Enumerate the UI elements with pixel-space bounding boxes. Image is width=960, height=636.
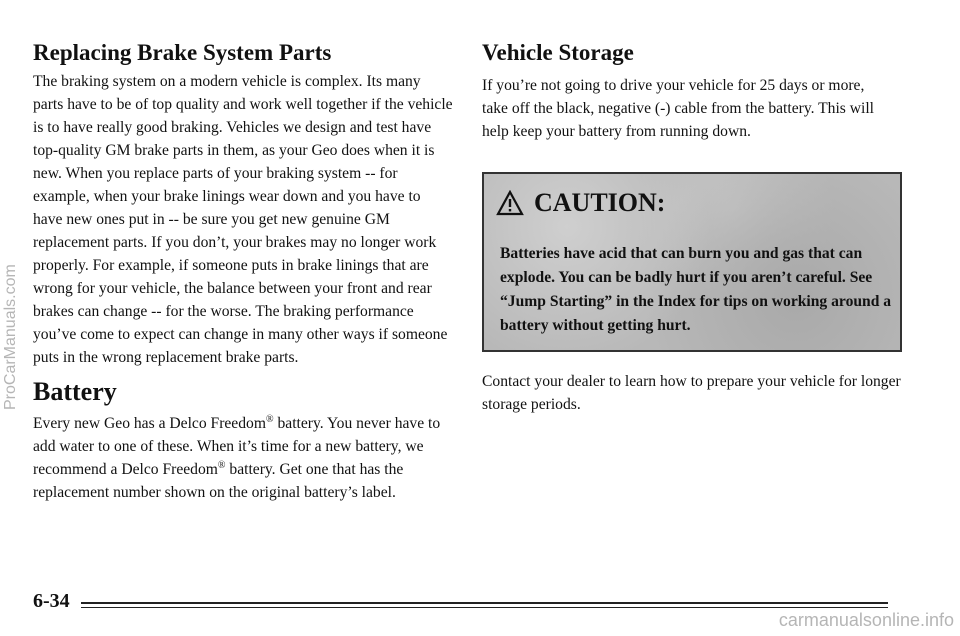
battery-heading: Battery	[33, 377, 117, 406]
battery-text-part-1: Every new Geo has a Delco Freedom	[33, 415, 266, 432]
footer-rule-thick	[81, 602, 888, 604]
battery-paragraph	[33, 412, 448, 504]
brake-parts-heading: Replacing Brake System Parts	[33, 40, 332, 65]
footer-rule-thin	[81, 607, 888, 608]
caution-text: Batteries have acid that can burn you and gas that can explode. You can be badly hurt if you aren’t careful. See “Jump Starting” in the Index for tips on working around a battery without getting hurt.	[500, 245, 892, 334]
registered-mark: ®	[265, 413, 274, 425]
vehicle-storage-paragraph: If you’re not going to drive your vehicle for 25 days or more, take off the black, negative (-) cable from the battery. This will help keep your battery from running down.	[482, 77, 875, 140]
bottom-watermark: carmanualsonline.info	[778, 610, 954, 630]
battery-text-part-2: battery. You never have to add water to one of these. When it’s time for a new battery, we recommend a Delco Freedom	[33, 415, 441, 478]
vehicle-storage-heading: Vehicle Storage	[482, 40, 634, 65]
page-number: 6-34	[33, 590, 70, 612]
warning-triangle-icon	[496, 190, 524, 216]
battery-text-part-3: battery. Get one that has the replacement number shown on the original battery’s label.	[33, 461, 404, 501]
caution-box	[482, 172, 902, 352]
brake-parts-paragraph: The braking system on a modern vehicle is complex. Its many parts have to be of top quality and work well together if the vehicle is to have really good braking. Vehicles we design and test have top-quality GM brake parts in them, as your Geo does when it is new. When you replace parts of your braking system -- for example, when your brake linings wear down and you have to have new ones put in -- be sure you get new genuine GM replacement parts. If you don’t, your brakes may no longer work properly. For example, if someone puts in brake linings that are wrong for your vehicle, the balance between your front and rear brakes can change -- for the worse. The braking performance you’ve come to expect can change in many other ways if someone puts in the wrong replacement brake parts.	[33, 73, 453, 366]
caution-header	[496, 188, 665, 218]
registered-mark-2: ®	[217, 459, 226, 471]
contact-dealer-paragraph: Contact your dealer to learn how to prepare your vehicle for longer storage periods.	[482, 373, 901, 413]
page-footer	[33, 590, 888, 610]
side-watermark: ProCarManuals.com	[2, 264, 19, 410]
caution-title: CAUTION:	[534, 188, 666, 217]
